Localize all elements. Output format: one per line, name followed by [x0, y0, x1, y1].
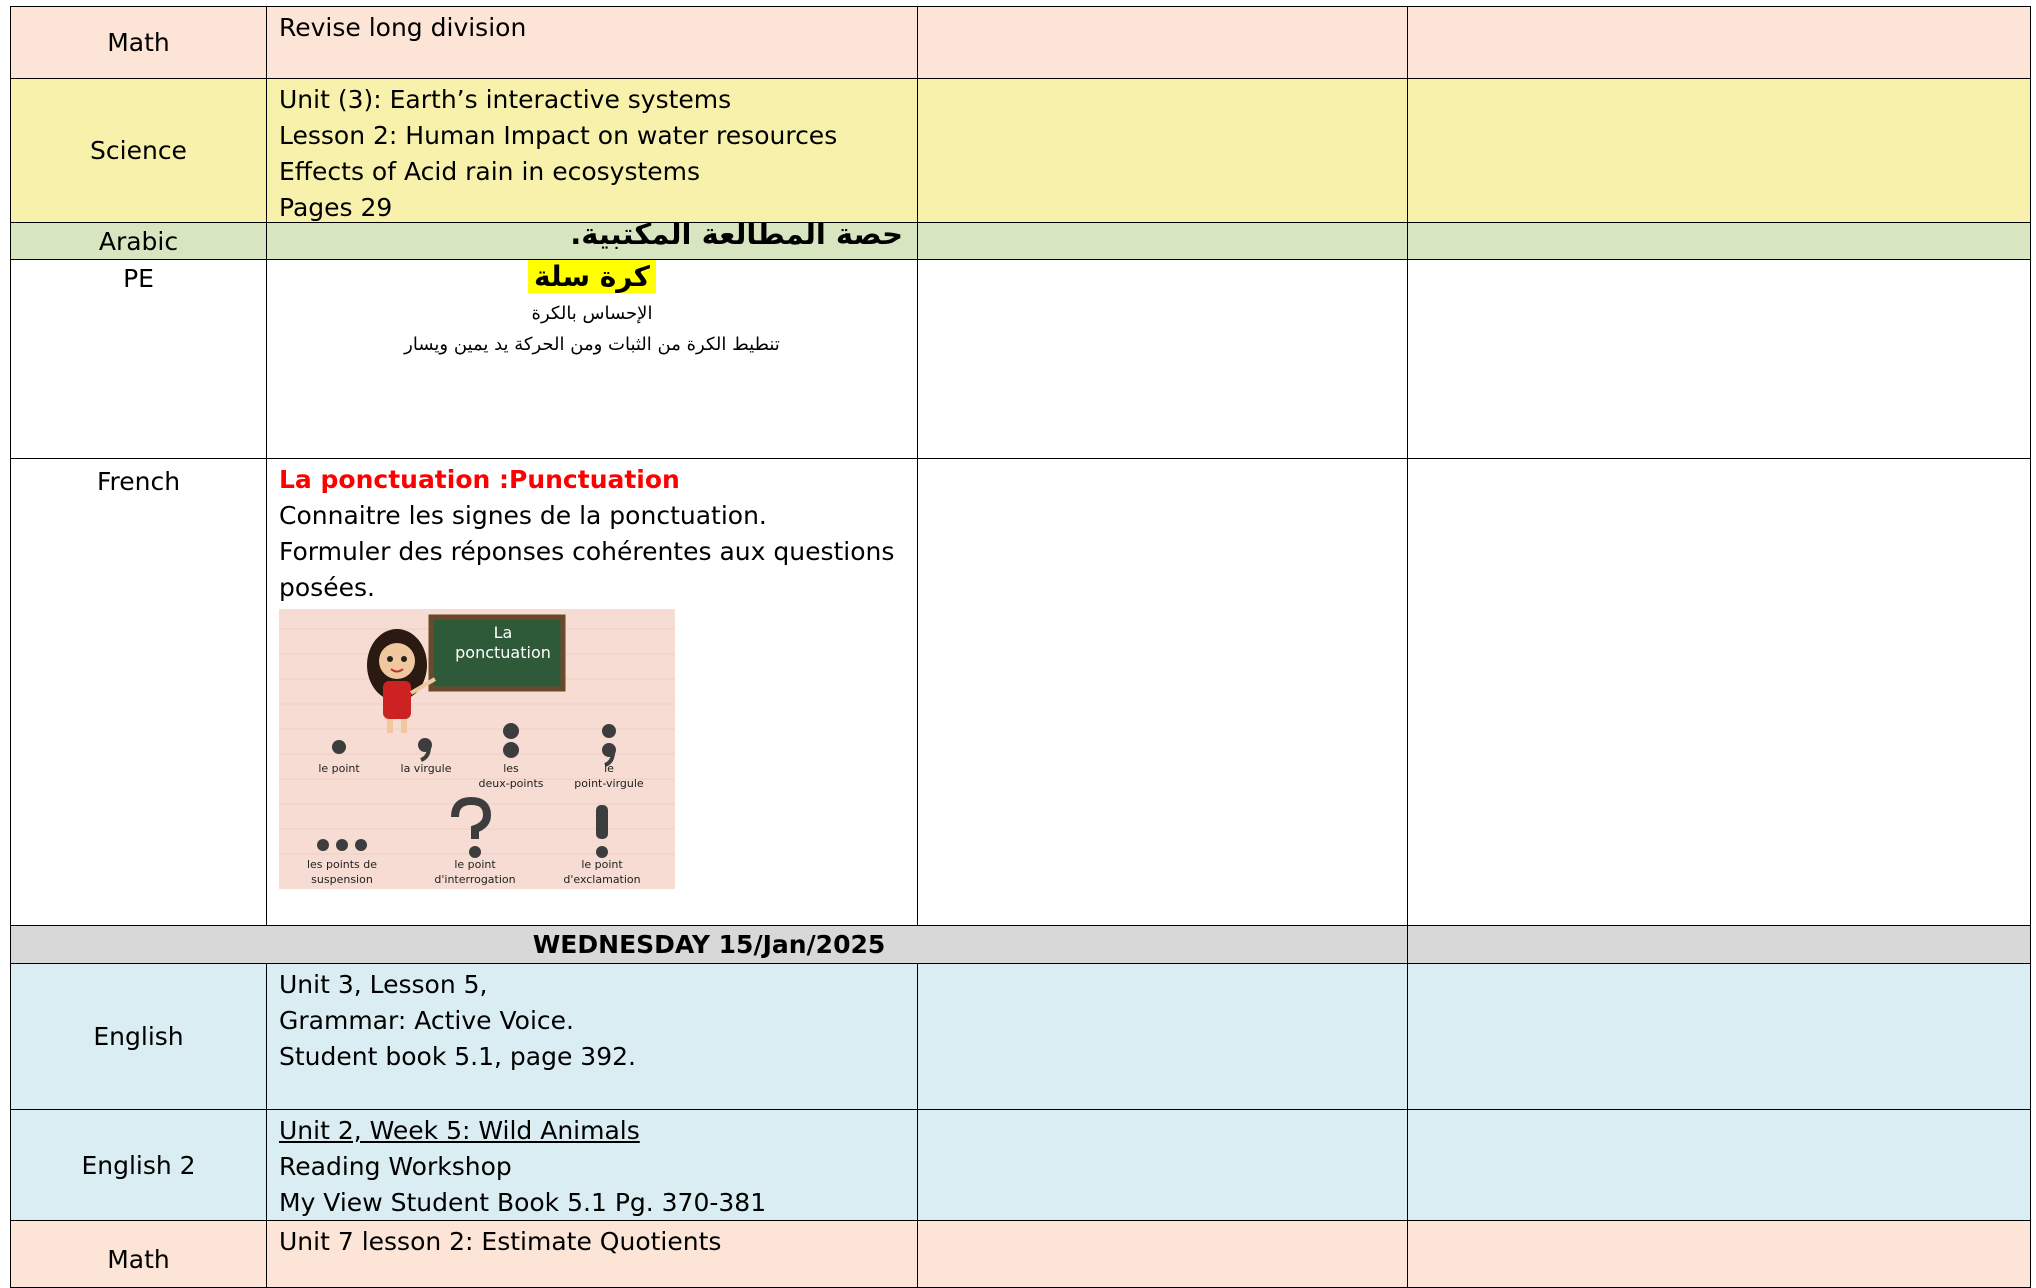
- empty-cell: [1407, 963, 2031, 1109]
- poster-label: les: [503, 762, 519, 775]
- subject-math-2: Math: [10, 1220, 266, 1288]
- poster-label: le: [604, 762, 614, 775]
- poster-label: suspension: [311, 873, 373, 886]
- empty-cell: [1407, 6, 2031, 78]
- text-line: Unit (3): Earth’s interactive systems: [279, 85, 732, 114]
- day-header-row: [10, 925, 2030, 963]
- poster-label: le point: [581, 858, 623, 871]
- subject-math: Math: [10, 6, 266, 78]
- board-title-2: ponctuation: [455, 643, 551, 662]
- empty-cell: [1407, 78, 2031, 222]
- table-row-arabic: [10, 217, 2030, 259]
- pe-title: كرة سلة: [528, 260, 656, 293]
- empty-cell: [917, 222, 1407, 259]
- day-header: WEDNESDAY 15/Jan/2025: [10, 925, 1407, 963]
- english2-heading: Unit 2, Week 5: Wild Animals: [279, 1116, 640, 1145]
- text-line: Connaitre les signes de la ponctuation.: [279, 501, 767, 530]
- lesson-plan-table: [10, 6, 2030, 1288]
- empty-cell: [917, 1220, 1407, 1288]
- subject-science: Science: [10, 78, 266, 222]
- text-line: الإحساس بالكرة: [531, 303, 653, 324]
- table-row-math-2: [10, 1220, 2030, 1288]
- poster-label: les points de: [306, 858, 378, 871]
- arabic-title: حصة المطالعة المكتبية.: [570, 217, 903, 251]
- content-pe: [266, 259, 917, 458]
- subject-english-2: English 2: [10, 1109, 266, 1220]
- text-line: Grammar: Active Voice.: [279, 1006, 574, 1035]
- table-row-french: [10, 458, 2030, 925]
- content-science: [266, 78, 917, 222]
- text-line: Reading Workshop: [279, 1152, 512, 1181]
- text-line: Revise long division: [279, 13, 527, 42]
- poster-label: d'exclamation: [563, 873, 641, 886]
- poster-label: la virgule: [400, 762, 452, 775]
- empty-cell: [1407, 1220, 2031, 1288]
- table-row-math: [10, 6, 2030, 78]
- empty-cell: [1407, 1109, 2031, 1220]
- poster-label: point-virgule: [574, 777, 644, 790]
- empty-cell: [1407, 259, 2031, 458]
- subject-french: French: [10, 458, 266, 925]
- empty-cell: [917, 6, 1407, 78]
- table-row-english-2: [10, 1109, 2030, 1220]
- text-line: تنطيط الكرة من الثبات ومن الحركة يد يمين ويسار: [404, 334, 780, 355]
- text-line: Pages 29: [279, 193, 393, 222]
- table-row-english: [10, 963, 2030, 1109]
- empty-cell: [1407, 222, 2031, 259]
- text-line: Effects of Acid rain in ecosystems: [279, 157, 701, 186]
- content-math-2: [266, 1220, 917, 1288]
- text-line: posées.: [279, 573, 375, 602]
- empty-cell: [917, 458, 1407, 925]
- content-english-2: [266, 1109, 917, 1220]
- table-row-science: [10, 78, 2030, 222]
- poster-label: le point: [318, 762, 360, 775]
- subject-pe: PE: [10, 259, 266, 458]
- content-french: [266, 458, 917, 925]
- content-english: [266, 963, 917, 1109]
- empty-cell: [917, 259, 1407, 458]
- text-line: Unit 3, Lesson 5,: [279, 970, 488, 999]
- poster-label: le point: [454, 858, 496, 871]
- subject-english: English: [10, 963, 266, 1109]
- empty-cell: [917, 78, 1407, 222]
- poster-label: d'interrogation: [434, 873, 516, 886]
- empty-cell: [917, 1109, 1407, 1220]
- french-heading: La ponctuation :Punctuation: [279, 465, 680, 494]
- empty-cell: [1407, 925, 2031, 963]
- text-line: Formuler des réponses cohérentes aux questions: [279, 537, 895, 566]
- content-arabic: [266, 217, 917, 259]
- text-line: My View Student Book 5.1 Pg. 370-381: [279, 1188, 767, 1217]
- subject-arabic: Arabic: [10, 222, 266, 259]
- punctuation-poster-image: [279, 609, 675, 889]
- empty-cell: [917, 963, 1407, 1109]
- board-title: La: [493, 623, 513, 642]
- text-line: Student book 5.1, page 392.: [279, 1042, 636, 1071]
- text-line: Lesson 2: Human Impact on water resources: [279, 121, 838, 150]
- poster-label: deux-points: [478, 777, 544, 790]
- text-line: Unit 7 lesson 2: Estimate Quotients: [279, 1227, 722, 1256]
- content-math: [266, 6, 917, 78]
- empty-cell: [1407, 458, 2031, 925]
- table-row-pe: [10, 259, 2030, 458]
